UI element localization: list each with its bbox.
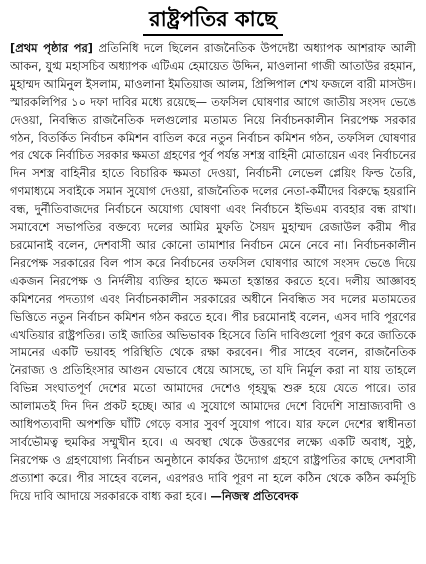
article-body bbox=[10, 40, 416, 556]
continued-from-front-page-tag: [প্রথম পৃষ্ঠার পর] bbox=[10, 41, 94, 55]
byline: —নিজস্ব প্রতিবেদক bbox=[210, 488, 299, 503]
article-body-text: প্রতিনিধি দলে ছিলেন রাজনৈতিক উপদেষ্টা অধ্যাপক আশরাফ আলী আকন, যুগ্ম মহাসচিব অধ্যাপক এটিএম হেমায়েত উদ্দিন, মাওলানা গাজী আতাউর রহমান, মুহাম্মদ আমিনুল ইসলাম, মাওলানা ইমতিয়াজ আলম, প্রিন্সিপাল শেখ ফজলে বারী মাসউদ। স্মারকলিপির ১০ দফা দাবির মধ্যে রয়েছে— তফসিল ঘোষণার আগে জাতীয় সংসদ ভেঙে দেওয়া, নিবন্ধিত রাজনৈতিক দলগুলোর মতামত নিয়ে নির্বাচনকালীন নিরপেক্ষ সরকার গঠন, বিতর্কিত নির্বাচন কমিশন বাতিল করে নতুন নির্বাচন কমিশন গঠন, তফসিল ঘোষণার পর থেকে নির্বাচিত সরকার ক্ষমতা গ্রহণের পূর্ব পর্যন্ত সশস্ত্র বাহিনী মোতায়েন এবং নির্বাচনের দিন সশস্ত্র বাহিনীর হাতে বিচারিক ক্ষমতা দেওয়া, নির্বাচনী লেভেল প্লেয়িং ফিল্ড তৈরি, গণমাধ্যমে সবাইকে সমান সুযোগ দেওয়া, রাজনৈতিক দলের নেতা-কর্মীদের বিরুদ্ধে হয়রানি বন্ধ, দুর্নীতিবাজদের নির্বাচনে অযোগ্য ঘোষণা এবং নির্বাচনে ইভিএম ব্যবহার বন্ধ রাখা। সমাবেশে সভাপতির বক্তব্যে দলের আমির মুফতি সৈয়দ মুহাম্মদ রেজাউল করীম পীর চরমোনাই বলেন, দেশবাসী আর কোনো তামাশার নির্বাচন মেনে নেবে না। নির্বাচনকালীন নিরপেক্ষ সরকারের বিল পাস করে নির্বাচনের তফসিল ঘোষণার আগে সংসদ ভেঙে দিয়ে একজন নিরপেক্ষ ও নির্দলীয় ব্যক্তির হাতে ক্ষমতা হস্তান্তর করতে হবে। দলীয় আজ্ঞাবহ কমিশনের পদত্যাগ এবং নির্বাচনকালীন সরকারের অধীনে নিবন্ধিত সব দলের মতামতের ভিত্তিতে নতুন নির্বাচন কমিশন গঠন করতে হবে। পীর চরমোনাই বলেন, এসব দাবি পূরণের এখতিয়ার রাষ্ট্রপতির। তাই জাতির অভিভাবক হিসেবে তিনি দাবিগুলো পূরণ করে জাতিকে সামনের একটি ভয়াবহ পরিস্থিতি থেকে রক্ষা করবেন। পীর সাহেব বলেন, রাজনৈতিক নৈরাজ্য ও প্রতিহিংসার আগুন যেভাবে ধেয়ে আসছে, তা যদি নির্মূল করা না যায় তাহলে বিভিন্ন সংঘাতপূর্ণ দেশের মতো আমাদের দেশেও গৃহযুদ্ধ শুরু হয়ে যেতে পারে। তার আলামতই দিন দিন প্রকট হচ্ছে। আর এ সুযোগে আমাদের দেশে বিদেশি সাম্রাজ্যবাদী ও আধিপত্যবাদী অপশক্তি ঘাঁটি গেড়ে বসার সুবর্ণ সুযোগ পাবে। যার ফলে দেশের স্বাধীনতা সার্বভৌমত্ব হুমকির সম্মুখীন হবে। এ অবস্থা থেকে উত্তরণের লক্ষ্যে একটি অবাধ, সুষ্ঠু, নিরপেক্ষ ও গ্রহণযোগ্য নির্বাচন অনুষ্ঠানে কার্যকর উদ্যোগ গ্রহণে রাষ্ট্রপতির কাছে দেশবাসী প্রত্যাশা করে। পীর সাহেব বলেন, এরপরও দাবি পূরণ না হলে কঠিন থেকে কঠিন কর্মসূচি দিয়ে দাবি আদায়ে সরকারকে বাধ্য করা হবে। bbox=[10, 41, 416, 503]
headline-container bbox=[0, 4, 426, 36]
headline: রাষ্ট্রপতির কাছে bbox=[143, 4, 283, 36]
